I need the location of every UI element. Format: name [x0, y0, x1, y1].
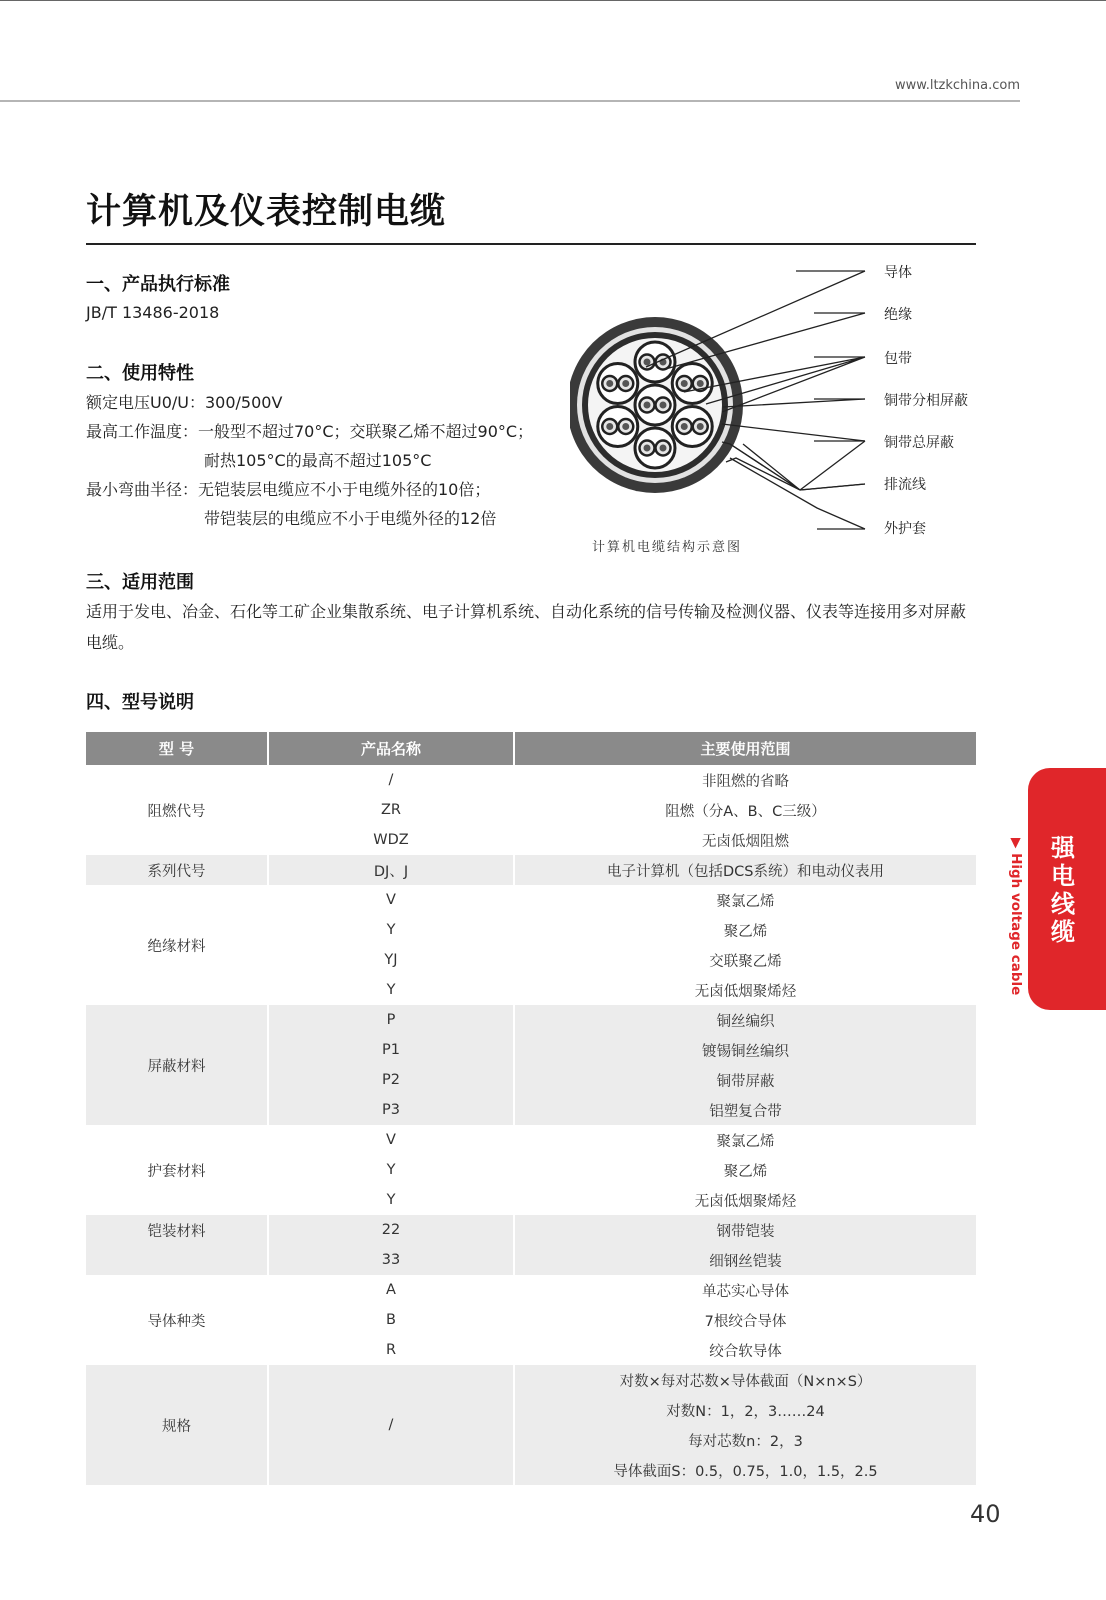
- usage-cell: 对数N：1，2，3……24: [515, 1395, 976, 1425]
- table-row: [86, 1005, 976, 1035]
- usage-cell: 钢带铠装: [515, 1215, 976, 1245]
- usage-cell: 每对芯数n：2，3: [515, 1425, 976, 1455]
- code-cell: Y: [269, 1155, 515, 1185]
- usage-cell: 交联聚乙烯: [709, 953, 782, 970]
- diagram-caption: 计算机电缆结构示意图: [592, 540, 743, 555]
- code-cell: Y: [269, 1185, 515, 1215]
- side-english-text: ▶ High voltage cable: [1008, 838, 1024, 996]
- usage-cell: 单芯实心导体: [702, 1283, 789, 1300]
- usage-cell: 非阻燃的省略: [702, 773, 789, 790]
- usage-cell: 7根绞合导体: [704, 1313, 787, 1330]
- code-cell: B: [269, 1305, 515, 1335]
- code-cell: Y: [269, 915, 515, 945]
- usage-cell: 导体截面S：0.5，0.75，1.0，1.5，2.5: [515, 1455, 976, 1485]
- temp-line-1: 最高工作温度：一般型不超过70°C；交联聚乙烯不超过90°C；: [86, 422, 534, 441]
- code-cell: P: [269, 1005, 515, 1035]
- code-cell: V: [269, 885, 515, 915]
- table-header-row: [86, 732, 976, 765]
- code-cell: 22: [269, 1215, 515, 1245]
- code-cell: P1: [269, 1035, 515, 1065]
- table-row: [86, 1215, 976, 1245]
- usage-cell: 细钢丝铠装: [515, 1245, 976, 1275]
- page-number: 40: [970, 1500, 1001, 1528]
- group-label: 阻燃代号: [86, 765, 269, 855]
- label-overall-shield: 铜带总屏蔽: [884, 435, 954, 451]
- bend-line-1: 最小弯曲半径：无铠装层电缆应不小于电缆外径的10倍；: [86, 480, 491, 499]
- label-wrapping-tape: 包带: [884, 351, 912, 367]
- top-border: [0, 0, 1106, 1]
- standard-heading: 一、产品执行标准: [86, 274, 230, 295]
- code-cell: ZR: [269, 795, 515, 825]
- usage-cell: 铜丝编织: [515, 1005, 976, 1035]
- group-label: 护套材料: [86, 1125, 269, 1215]
- usage-cell: 铜带屏蔽: [515, 1065, 976, 1095]
- usage-cell: 聚乙烯: [723, 923, 768, 940]
- features-block: [86, 388, 533, 533]
- table-row: [86, 1365, 976, 1395]
- usage-cell: 对数×每对芯数×导体截面（N×n×S）: [515, 1365, 976, 1395]
- side-tab-label: 强电线缆: [1051, 834, 1075, 946]
- cable-cross-section-illustration: [570, 262, 990, 562]
- label-pair-shield: 铜带分相屏蔽: [884, 393, 968, 409]
- group-label: 铠装材料: [86, 1215, 269, 1245]
- site-url[interactable]: www.ltzkchina.com: [895, 78, 1020, 93]
- group-label: 绝缘材料: [86, 885, 269, 1005]
- group-label: 导体种类: [86, 1275, 269, 1365]
- label-drain-wire: 排流线: [884, 477, 926, 493]
- usage-cell: 镀锡铜丝编织: [515, 1035, 976, 1065]
- standard-value: JB/T 13486-2018: [86, 303, 220, 322]
- usage-cell: 聚氯乙烯: [716, 1133, 775, 1150]
- group-label: 系列代号: [86, 855, 269, 885]
- table-row: [86, 1125, 976, 1155]
- group-label: 规格: [86, 1365, 269, 1485]
- voltage-line: 额定电压U0/U：300/500V: [86, 393, 283, 412]
- code-cell: DJ、J: [269, 855, 515, 885]
- table-row: [86, 855, 976, 885]
- code-cell: Y: [269, 975, 515, 1005]
- usage-cell: 电子计算机（包括DCS系统）和电动仪表用: [515, 855, 976, 885]
- usage-cell: 绞合软导体: [709, 1343, 782, 1360]
- usage-cell: 无卤低烟阻燃: [702, 833, 789, 850]
- code-cell: V: [269, 1125, 515, 1155]
- model-description-table: [86, 732, 976, 1485]
- group-label-blank: [86, 1245, 269, 1275]
- usage-cell: 阻燃（分A、B、C三级）: [665, 803, 826, 820]
- category-side-tab[interactable]: [1028, 768, 1106, 1010]
- usage-cell: 聚氯乙烯: [716, 893, 775, 910]
- table-row: [86, 885, 976, 915]
- code-cell: WDZ: [269, 825, 515, 855]
- code-cell: /: [269, 765, 515, 795]
- code-cell: P3: [269, 1095, 515, 1125]
- code-cell: /: [269, 1365, 515, 1485]
- code-cell: R: [269, 1335, 515, 1365]
- title-divider: [86, 243, 976, 245]
- header-product-name: 产品名称: [269, 732, 515, 765]
- label-conductor: 导体: [884, 265, 912, 281]
- label-insulation: 绝缘: [884, 307, 912, 323]
- header-divider: [0, 100, 1020, 102]
- features-heading: 二、使用特性: [86, 363, 194, 384]
- code-cell: A: [269, 1275, 515, 1305]
- table-row: [86, 1275, 976, 1305]
- code-cell: YJ: [269, 945, 515, 975]
- temp-line-2: 耐热105°C的最高不超过105°C: [204, 451, 432, 470]
- table-row: [86, 1245, 976, 1275]
- models-heading: 四、型号说明: [86, 692, 194, 713]
- header-usage: 主要使用范围: [515, 732, 976, 765]
- label-outer-sheath: 外护套: [884, 521, 926, 537]
- cable-structure-diagram: [570, 262, 990, 562]
- usage-cell: 铝塑复合带: [515, 1095, 976, 1125]
- group-label: 屏蔽材料: [86, 1005, 269, 1125]
- usage-cell: 聚乙烯: [723, 1163, 768, 1180]
- code-cell: P2: [269, 1065, 515, 1095]
- usage-cell: 无卤低烟聚烯烃: [694, 1193, 797, 1210]
- header-model: 型 号: [86, 732, 269, 765]
- table-row: [86, 765, 976, 795]
- side-english-caption: [1008, 838, 1024, 1018]
- scope-heading: 三、适用范围: [86, 572, 194, 593]
- bend-line-2: 带铠装层的电缆应不小于电缆外径的12倍: [204, 509, 497, 528]
- usage-cell: 无卤低烟聚烯烃: [694, 983, 797, 1000]
- scope-text: 适用于发电、冶金、石化等工矿企业集散系统、电子计算机系统、自动化系统的信号传输及检测仪器、仪表等连接用多对屏蔽电缆。: [86, 602, 967, 652]
- code-cell: 33: [269, 1245, 515, 1275]
- page-title: 计算机及仪表控制电缆: [86, 192, 447, 232]
